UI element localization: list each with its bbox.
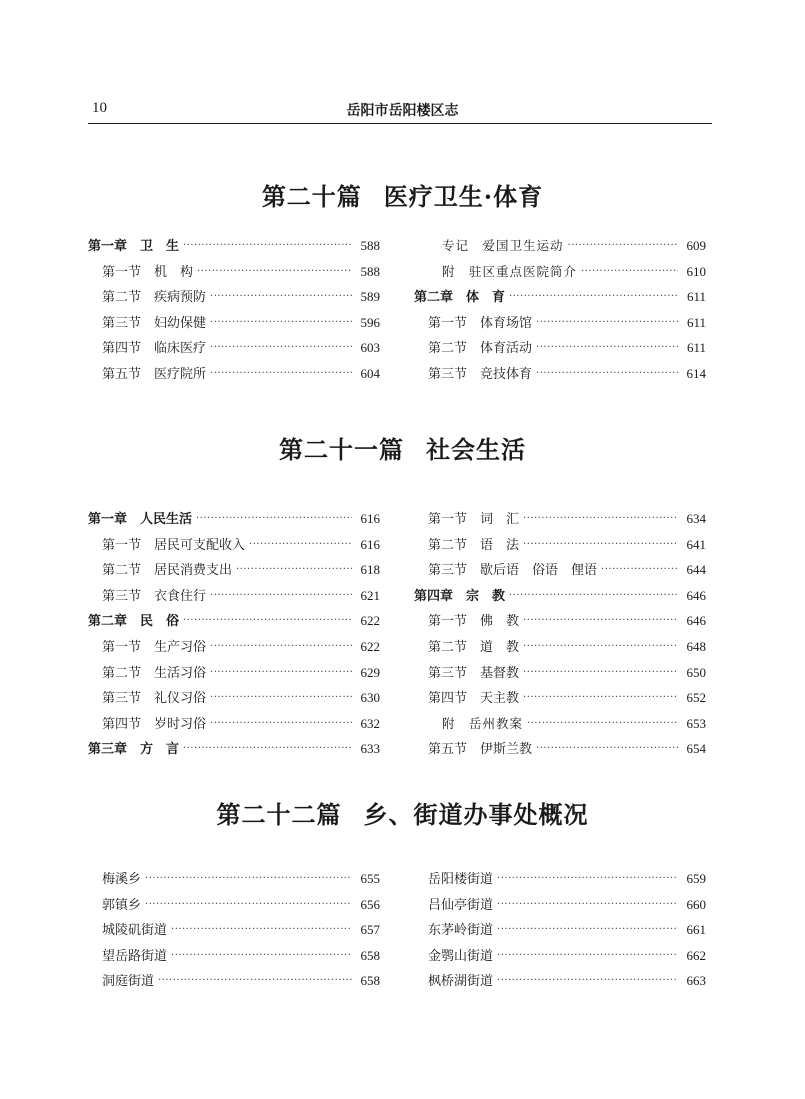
toc-entry-page: 653 [686,715,706,731]
toc-entry [88,919,380,941]
toc-entry-label: 第一节 生产习俗 [102,640,207,655]
dot-leader [536,369,678,379]
toc-entry [88,687,380,709]
toc-entry-label: 第五节 伊斯兰教 [428,742,533,758]
toc-entry [414,534,706,556]
toc-entry-page: 609 [686,238,706,253]
dot-leader [236,565,352,575]
toc-entry-page: 634 [686,511,706,526]
toc-entry-label: 第二节 生活习俗 [102,665,207,681]
toc-entry-page: 662 [686,947,706,963]
toc-entry-label: 第四节 岁时习俗 [102,716,207,732]
dot-leader [210,719,352,729]
toc-entry-page: 603 [360,340,380,356]
toc-entry [88,610,380,632]
dot-leader [210,668,352,678]
toc-entry-label: 城陵矶街道 [102,923,168,939]
toc-entry-label: 第三节 妇幼保健 [102,315,207,331]
toc-entry [88,337,380,359]
toc-entry-page: 650 [686,664,706,680]
toc-entry-label: 望岳路街道 [102,948,168,964]
toc-entry [88,559,380,581]
toc-entry-page: 654 [686,741,706,757]
toc-entry-page: 622 [360,613,380,629]
toc-entry [88,363,380,385]
toc-entry [88,662,380,684]
toc-entry-label: 岳阳楼街道 [428,872,494,887]
toc-entry [88,970,380,992]
toc-entry-page: 616 [360,536,380,552]
dot-leader [497,925,678,935]
toc-entry [88,945,380,967]
toc-entry [414,261,706,283]
toc-entry-label: 附 驻区重点医院简介 [442,263,578,279]
toc-entry-page: 610 [686,263,706,279]
toc-entry-page: 630 [360,690,380,706]
toc-entry [88,312,380,334]
toc-entry-label: 第四节 天主教 [428,691,520,707]
toc-entry-label: 东茅岭街道 [428,923,494,939]
toc-entry-label: 第三节 竞技体育 [428,367,533,382]
toc-entry-page: 633 [360,741,380,757]
dot-leader [536,318,678,328]
toc-entry [414,713,706,735]
section-title-name: 乡、街道办事处概况 [363,800,589,829]
toc-entry-page: 616 [360,511,380,526]
toc-entry-label: 第二节 居民消费支出 [102,563,233,579]
dot-leader [601,565,678,575]
toc-entry-page: 621 [360,587,380,603]
toc-entry [414,508,706,530]
toc-entry-label: 枫桥湖街道 [428,974,494,990]
page-number: 10 [92,100,107,116]
toc-entry-page: 588 [360,238,380,253]
toc-entry-label: 第三节 歇后语 俗语 俚语 [428,563,598,579]
dot-leader [197,267,352,277]
dot-leader [523,514,678,524]
dot-leader [210,369,352,379]
toc-entry-page: 661 [686,922,706,938]
toc-entry-page: 652 [686,690,706,706]
toc-entry-page: 659 [686,871,706,886]
toc-entry-label: 第三节 基督教 [428,665,520,681]
toc-entry-label: 第五节 医疗院所 [102,367,207,382]
dot-leader [509,292,678,302]
toc-entry-label: 洞庭街道 [102,974,155,990]
toc-entry-label: 第二章 体 育 [414,290,506,306]
toc-entry-page: 614 [686,366,706,381]
section-title-name: 医疗卫生·体育 [383,182,544,211]
dot-leader [171,925,352,935]
header-rule [88,123,712,124]
toc-entry-page: 648 [686,639,706,654]
toc-entry [88,585,380,607]
section-title-part: 第二十二篇 [216,800,342,829]
toc-entry-page: 611 [686,340,706,356]
toc-entry [414,235,706,257]
dot-leader [527,719,678,729]
dot-leader [523,668,678,678]
toc-entry-page: 629 [360,664,380,680]
toc-entry [88,713,380,735]
toc-entry-label: 金鹗山街道 [428,948,494,964]
toc-entry-label: 第四章 宗 教 [414,588,506,604]
toc-entry-label: 第一章 卫 生 [88,239,180,254]
toc-entry-page: 655 [360,871,380,886]
section-title [0,795,805,830]
toc-entry-page: 663 [686,973,706,989]
toc-entry-page: 622 [360,639,380,654]
toc-entry-label: 第三章 方 言 [88,742,180,758]
running-title: 岳阳市岳阳楼区志 [346,103,459,119]
toc-entry [88,868,380,890]
toc-entry-label: 第一节 佛 教 [428,614,520,630]
toc-entry [88,894,380,916]
toc-entry [414,919,706,941]
toc-entry-label: 第一节 居民可支配收入 [102,537,246,553]
toc-entry [414,312,706,334]
dot-leader [509,591,678,601]
toc-entry-page: 618 [360,562,380,578]
toc-entry [88,261,380,283]
toc-entry [414,585,706,607]
toc-entry-label: 第二节 体育活动 [428,341,533,357]
dot-leader [210,318,352,328]
dot-leader [536,744,678,754]
dot-leader [158,976,352,986]
toc-entry [414,363,706,385]
toc-entry-page: 660 [686,896,706,912]
dot-leader [183,241,352,251]
toc-entry-page: 658 [360,973,380,989]
toc-entry [88,636,380,658]
toc-entry [414,559,706,581]
dot-leader [536,343,678,353]
toc-entry [414,868,706,890]
toc-entry-label: 第四节 临床医疗 [102,341,207,357]
toc-entry-label: 第二节 道 教 [428,640,520,655]
dot-leader [210,591,352,601]
dot-leader [568,241,678,251]
dot-leader [497,874,678,884]
toc-entry-label: 第三节 衣食住行 [102,588,207,604]
toc-entry-label: 第二节 疾病预防 [102,290,207,306]
toc-entry-page: 656 [360,896,380,912]
toc-entry [88,286,380,308]
toc-entry-page: 644 [686,562,706,578]
dot-leader [183,616,352,626]
toc-entry-page: 596 [360,314,380,330]
toc-entry [414,610,706,632]
toc-entry-page: 641 [686,536,706,552]
toc-entry [414,636,706,658]
toc-entry [88,738,380,760]
toc-entry-label: 第一节 体育场馆 [428,315,533,331]
dot-leader [523,540,678,550]
toc-entry [414,337,706,359]
section-title-part: 第二十篇 [261,182,362,211]
dot-leader [210,292,352,302]
toc-entry-label: 第二章 民 俗 [88,614,180,630]
dot-leader [497,976,678,986]
toc-entry-page: 589 [360,289,380,305]
dot-leader [581,267,678,277]
toc-entry [414,662,706,684]
dot-leader [497,900,678,910]
toc-entry [88,508,380,530]
toc-entry-page: 646 [686,587,706,603]
section-title-name: 社会生活 [426,435,526,464]
toc-entry-label: 吕仙亭街道 [428,897,494,913]
toc-entry [414,286,706,308]
toc-entry-page: 604 [360,366,380,381]
section-title [0,177,805,212]
toc-entry [414,970,706,992]
toc-entry-label: 第二节 语 法 [428,537,520,553]
dot-leader [210,343,352,353]
dot-leader [171,951,352,961]
toc-entry-page: 658 [360,947,380,963]
toc-entry-page: 646 [686,613,706,629]
toc-entry-page: 611 [686,314,706,330]
toc-entry [414,687,706,709]
toc-entry-page: 588 [360,263,380,279]
toc-entry [414,894,706,916]
toc-entry-label: 第一节 词 汇 [428,512,520,527]
dot-leader [183,744,352,754]
toc-entry-label: 第三节 礼仪习俗 [102,691,207,707]
toc-entry-label: 梅溪乡 [102,872,142,887]
toc-entry [88,235,380,257]
toc-entry [414,945,706,967]
dot-leader [210,642,352,652]
section-title-part: 第二十一篇 [279,435,404,464]
dot-leader [523,616,678,626]
toc-entry-page: 632 [360,715,380,731]
dot-leader [210,693,352,703]
toc-entry-label: 郭镇乡 [102,897,142,913]
toc-entry-page: 657 [360,922,380,938]
dot-leader [523,642,678,652]
toc-entry-label: 附 岳州教案 [442,715,524,731]
dot-leader [196,514,352,524]
toc-entry-label: 第一节 机 构 [102,264,194,280]
toc-entry-label: 专记 爱国卫生运动 [442,238,564,253]
dot-leader [523,693,678,703]
toc-entry-label: 第一章 人民生活 [88,512,193,527]
toc-entry-page: 611 [686,289,706,305]
dot-leader [249,540,352,550]
dot-leader [145,874,352,884]
dot-leader [145,900,352,910]
section-title [0,430,805,465]
dot-leader [497,951,678,961]
toc-entry [88,534,380,556]
toc-entry [414,738,706,760]
